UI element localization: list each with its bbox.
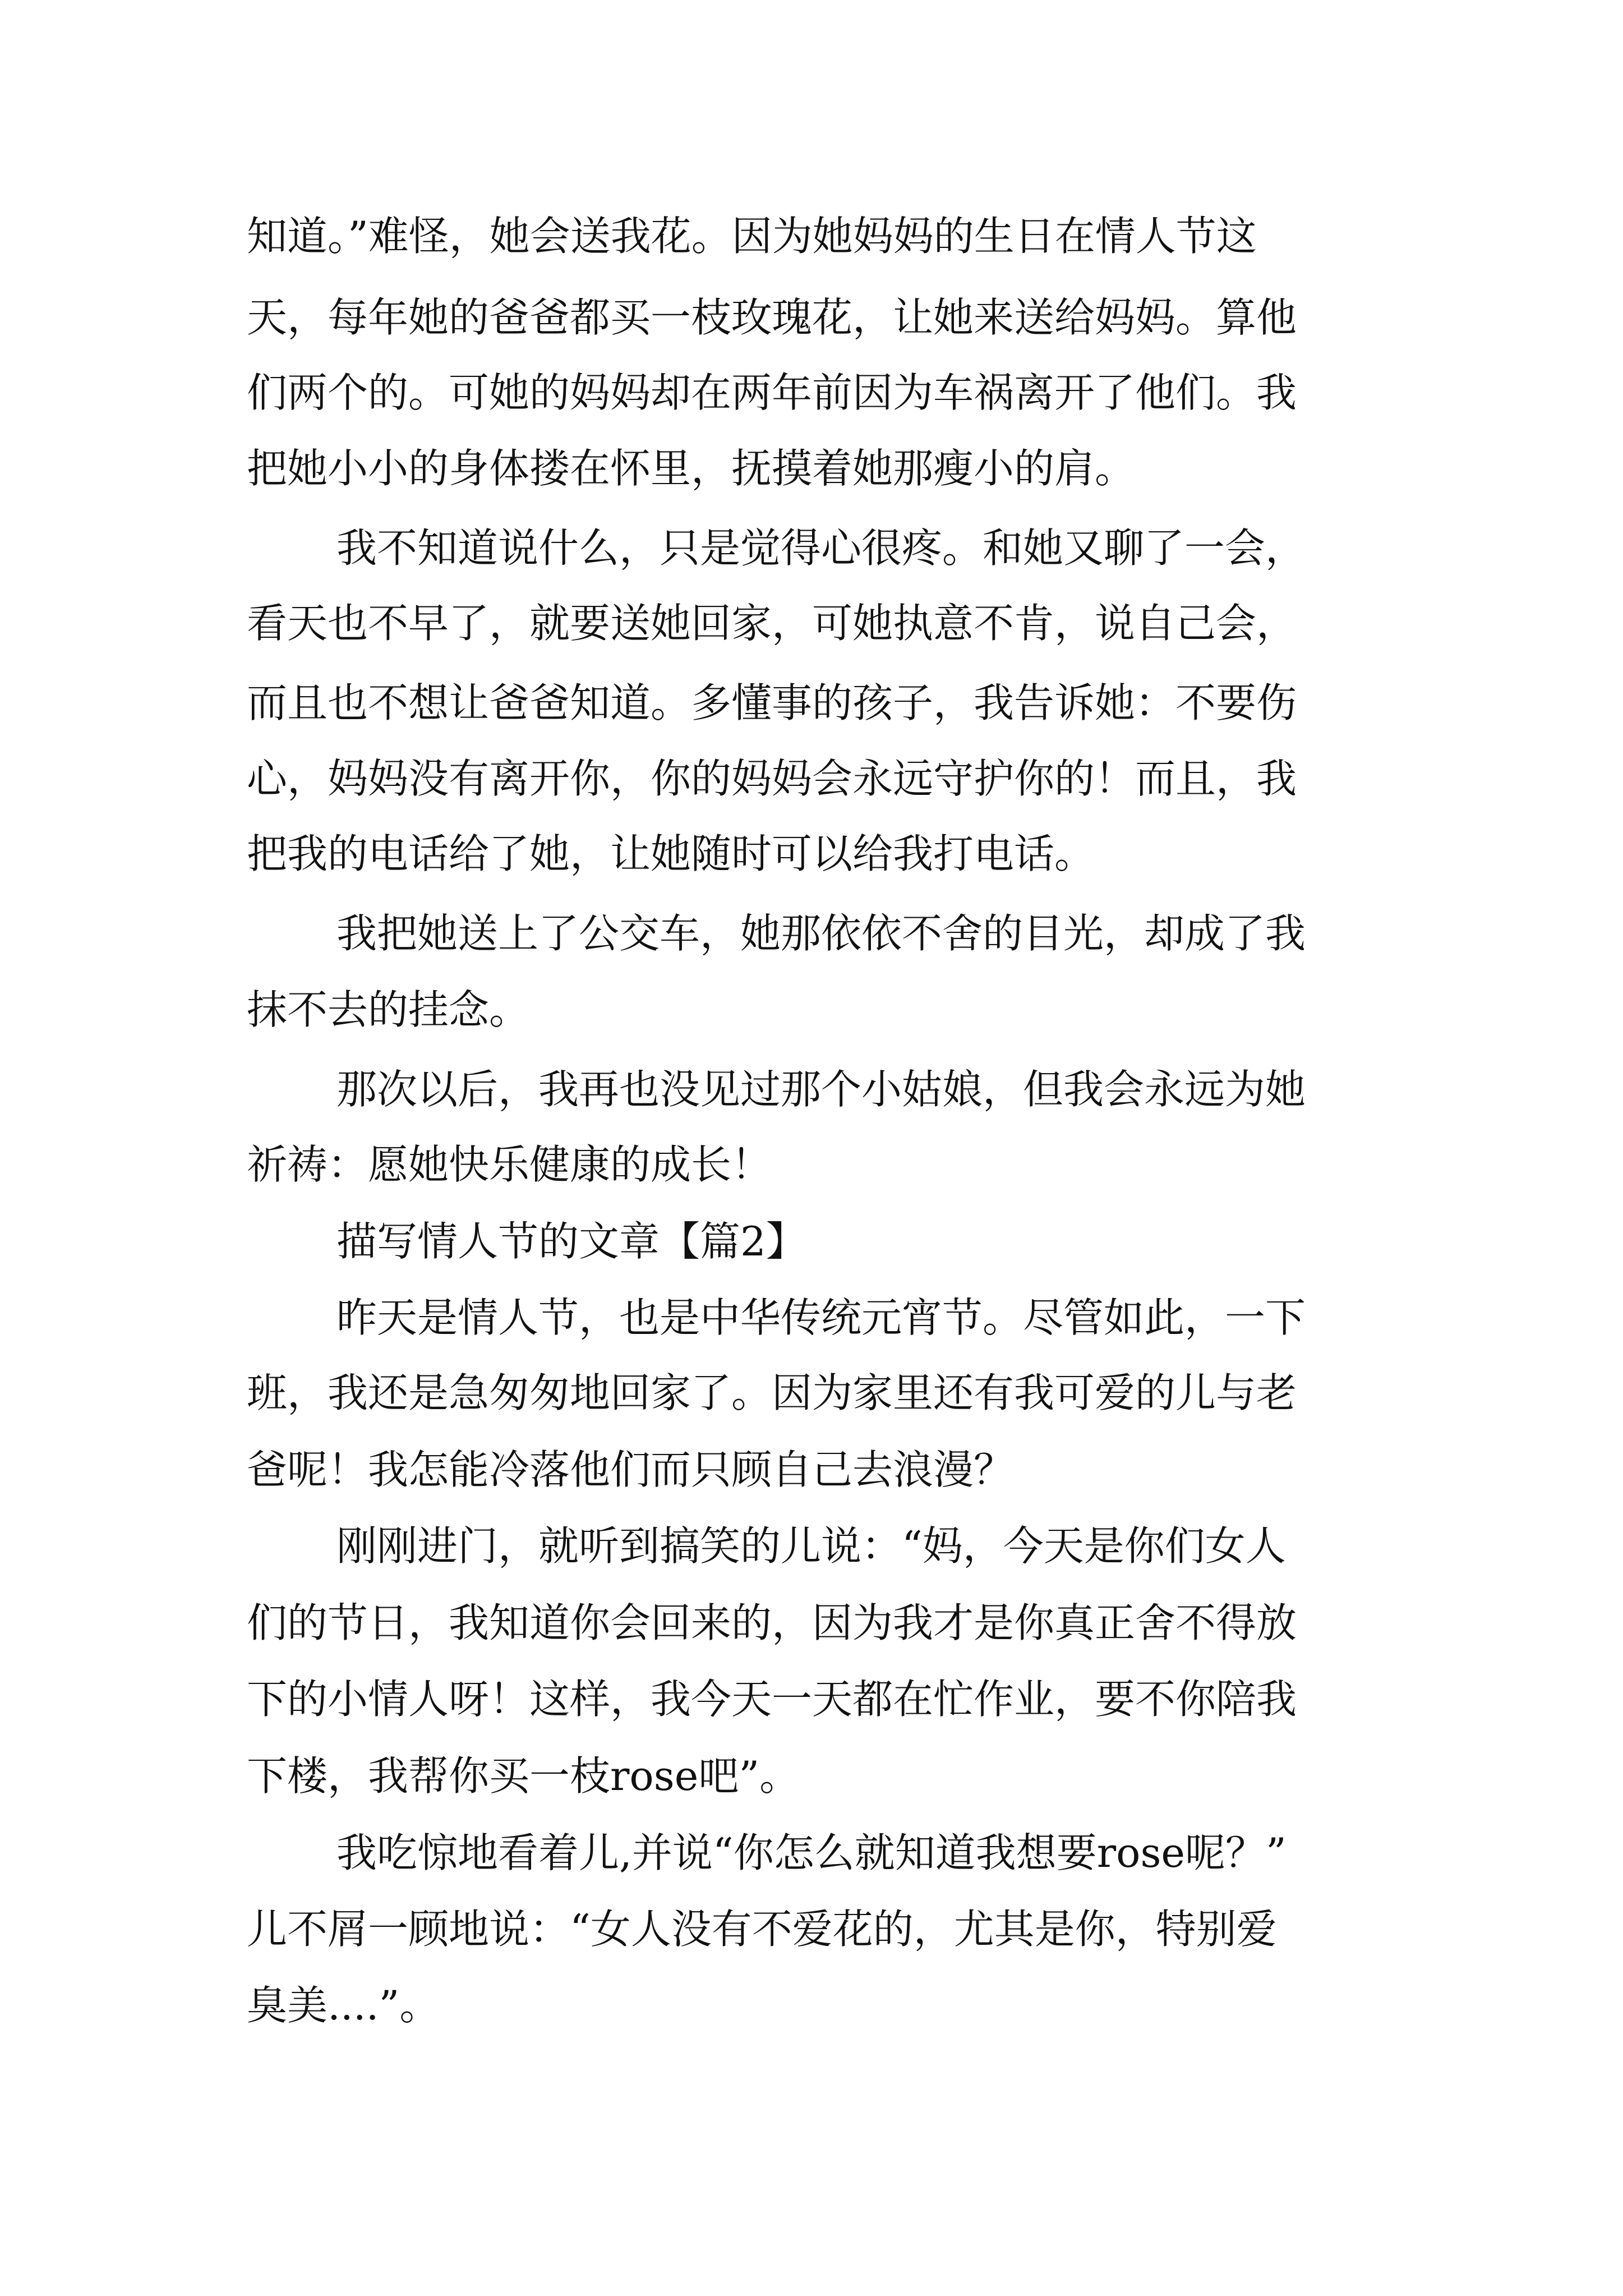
text-line: 们的节日，我知道你会回来的，因为我才是你真正舍不得放 bbox=[247, 1599, 1297, 1646]
text-line: 我吃惊地看着儿,并说“你怎么就知道我想要rose呢？” bbox=[336, 1829, 1287, 1876]
text-line: 昨天是情人节，也是中华传统元宵节。尽管如此，一下 bbox=[336, 1294, 1306, 1341]
text-line: 天，每年她的爸爸都买一枝玫瑰花，让她来送给妈妈。算他 bbox=[247, 294, 1297, 341]
text-line: 而且也不想让爸爸知道。多懂事的孩子，我告诉她：不要伤 bbox=[247, 679, 1297, 726]
text-line: 刚刚进门，就听到搞笑的儿说：“妈，今天是你们女人 bbox=[336, 1522, 1286, 1570]
text-line: 看天也不早了，就要送她回家，可她执意不肯，说自己会， bbox=[247, 600, 1297, 647]
text-line: 我把她送上了公交车，她那依依不舍的目光，却成了我 bbox=[336, 910, 1306, 957]
text-line: 那次以后，我再也没见过那个小姑娘，但我会永远为她 bbox=[336, 1066, 1306, 1113]
text-line: 儿不屑一顾地说：“女人没有不爱花的，尤其是你，特别爱 bbox=[247, 1906, 1277, 1953]
text-line: 下的小情人呀！这样，我今天一天都在忙作业，要不你陪我 bbox=[247, 1676, 1297, 1723]
text-line: 把她小小的身体搂在怀里，抚摸着她那瘦小的肩。 bbox=[247, 445, 1136, 492]
text-line: 把我的电话给了她，让她随时可以给我打电话。 bbox=[247, 830, 1095, 877]
text-line: 抹不去的挂念。 bbox=[247, 986, 530, 1033]
text-line: 知道。”难怪，她会送我花。因为她妈妈的生日在情人节这 bbox=[247, 213, 1257, 260]
text-line: 班，我还是急匆匆地回家了。因为家里还有我可爱的儿与老 bbox=[247, 1369, 1297, 1416]
text-line: 爸呢！我怎能冷落他们而只顾自己去浪漫？ bbox=[247, 1446, 1015, 1493]
text-line: 心，妈妈没有离开你，你的妈妈会永远守护你的！而且，我 bbox=[247, 755, 1297, 802]
text-line: 祈祷：愿她快乐健康的成长！ bbox=[247, 1141, 772, 1188]
text-line: 我不知道说什么，只是觉得心很疼。和她又聊了一会， bbox=[336, 524, 1306, 572]
section-heading: 描写情人节的文章【篇2】 bbox=[336, 1218, 806, 1265]
text-line: 们两个的。可她的妈妈却在两年前因为车祸离开了他们。我 bbox=[247, 369, 1297, 416]
text-line: 臭美....”。 bbox=[247, 1982, 440, 2029]
text-line: 下楼，我帮你买一枝rose吧”。 bbox=[247, 1752, 800, 1800]
